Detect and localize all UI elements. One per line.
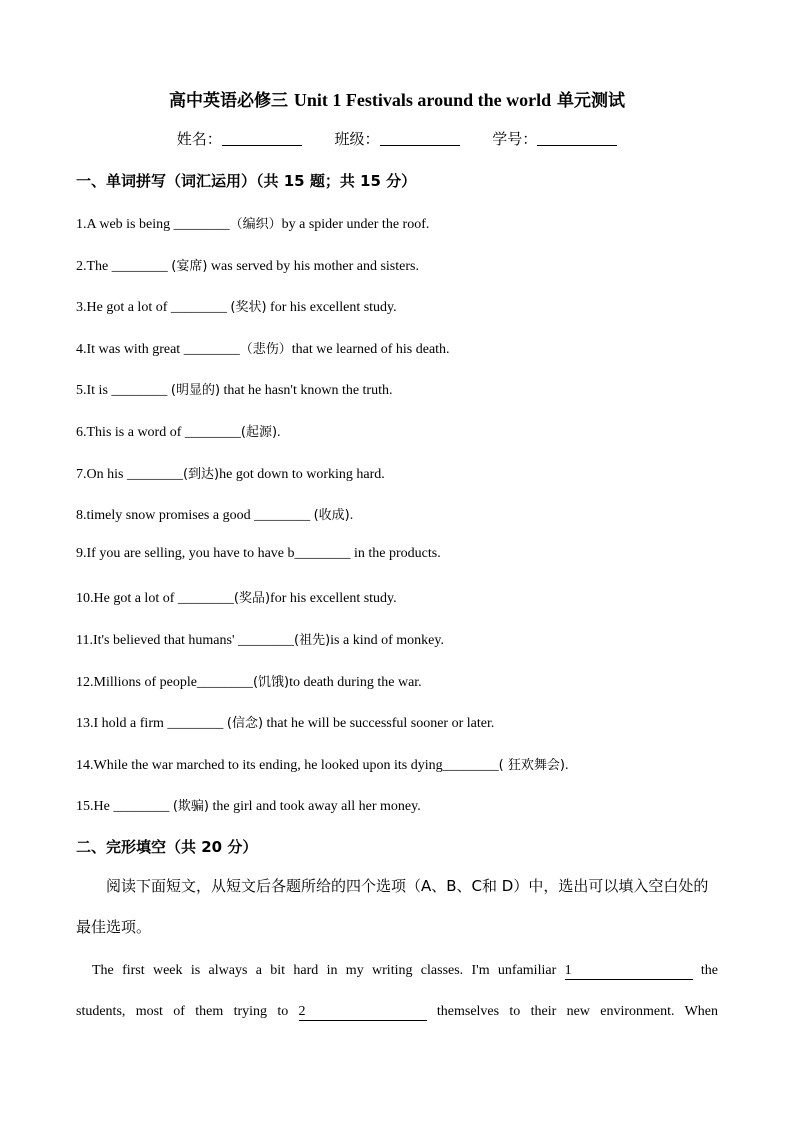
class-blank[interactable] — [380, 131, 460, 146]
name-field — [177, 128, 302, 149]
blank-2[interactable]: 2 — [299, 1004, 427, 1021]
passage-text: The first week is always a bit hard in my writing classes. I'm unfamiliar — [92, 963, 557, 978]
question-item — [76, 546, 441, 562]
question-text: . — [349, 508, 354, 523]
passage-text: themselves to their new environment. When — [436, 1004, 718, 1019]
question-text: . — [564, 758, 569, 773]
question-item — [76, 296, 397, 316]
question-hint: (信念) — [226, 716, 264, 731]
page-title — [0, 86, 794, 111]
question-hint: (明显的) — [170, 383, 221, 398]
passage-text: students, most of them trying to — [76, 1004, 289, 1019]
question-text: he got down to working hard. — [219, 467, 385, 482]
name-label: 姓名： — [176, 130, 222, 148]
question-hint: (奖品) — [233, 591, 271, 606]
question-text: 14.While the war marched to its ending, he looked upon its dying________ — [76, 758, 499, 773]
question-text: 15.He ________ — [76, 799, 173, 814]
passage-line-2 — [76, 991, 718, 1032]
question-text: 5.It is ________ — [76, 383, 171, 398]
question-hint: (饥饿) — [252, 675, 290, 690]
question-item — [76, 463, 385, 483]
title-suffix: 单元测试 — [557, 91, 626, 111]
question-text: to death during the war. — [289, 675, 422, 690]
question-hint: ( 狂欢舞会) — [498, 758, 565, 773]
id-label: 学号： — [492, 130, 538, 148]
name-blank[interactable] — [222, 131, 302, 146]
class-label: 班级： — [334, 130, 380, 148]
section1-heading: 一、单词拼写（词汇运用）（共 15 题；共 15 分） — [76, 172, 417, 190]
question-text: 6.This is a word of ________ — [76, 425, 241, 440]
question-text: that he hasn't known the truth. — [220, 383, 393, 398]
question-text: 10.He got a lot of ________ — [76, 591, 234, 606]
question-text: the girl and took away all her money. — [208, 799, 421, 814]
question-text: was served by his mother and sisters. — [207, 259, 419, 274]
question-item — [76, 213, 429, 233]
question-text: 9.If you are selling, you have to have b________ in the products. — [76, 546, 441, 561]
question-text: 4.It was with great ________ — [76, 342, 240, 357]
question-text: 3.He got a lot of ________ — [76, 300, 231, 315]
question-text: 7.On his ________ — [76, 467, 183, 482]
question-hint: (收成) — [313, 508, 350, 523]
id-blank[interactable] — [537, 131, 617, 146]
passage-line-1 — [76, 950, 718, 991]
question-hint: (宴席) — [171, 259, 208, 274]
question-item — [76, 504, 353, 524]
question-hint: （悲伤） — [239, 342, 292, 357]
question-text: 1.A web is being ________ — [76, 217, 230, 232]
question-text: is a kind of monkey. — [330, 633, 444, 648]
student-info — [0, 128, 794, 149]
question-hint: (祖先) — [294, 633, 331, 648]
question-text: 8.timely snow promises a good ________ — [76, 508, 314, 523]
question-text: 2.The ________ — [76, 259, 172, 274]
question-item — [76, 629, 444, 649]
question-hint: (起源) — [240, 425, 278, 440]
question-text: for his excellent study. — [266, 300, 397, 315]
section2-instruction: 阅读下面短文，从短文后各题所给的四个选项（A、B、C和 D）中，选出可以填入空白处的最佳选项。 — [76, 877, 709, 936]
question-item — [76, 795, 421, 815]
question-hint: (到达) — [182, 467, 220, 482]
question-hint: (欺骗) — [172, 799, 209, 814]
question-text: . — [277, 425, 281, 440]
question-text: that he will be successful sooner or later. — [263, 716, 495, 731]
section2-heading: 二、完形填空（共 20 分） — [76, 838, 258, 856]
question-item — [76, 255, 419, 275]
question-hint: (奖状) — [230, 300, 267, 315]
question-text: for his excellent study. — [270, 591, 397, 606]
question-item — [76, 587, 397, 607]
question-item — [76, 712, 494, 732]
question-item — [76, 754, 568, 774]
passage-text: the — [700, 963, 719, 978]
question-item — [76, 338, 450, 358]
title-cn: 高中英语必修三 — [168, 91, 288, 111]
question-text: 12.Millions of people________ — [76, 675, 253, 690]
class-field — [334, 128, 459, 149]
question-text: that we learned of his death. — [291, 342, 450, 357]
question-text: by a spider under the roof. — [281, 217, 430, 232]
question-item — [76, 379, 392, 399]
question-item — [76, 421, 281, 441]
question-hint: （编织） — [229, 217, 282, 232]
question-text: 13.I hold a firm ________ — [76, 716, 227, 731]
title-en: Unit 1 Festivals around the world — [293, 90, 552, 110]
question-text: 11.It's believed that humans' ________ — [76, 633, 294, 648]
id-field — [492, 128, 617, 149]
blank-1[interactable]: 1 — [565, 963, 693, 980]
question-item — [76, 671, 422, 691]
